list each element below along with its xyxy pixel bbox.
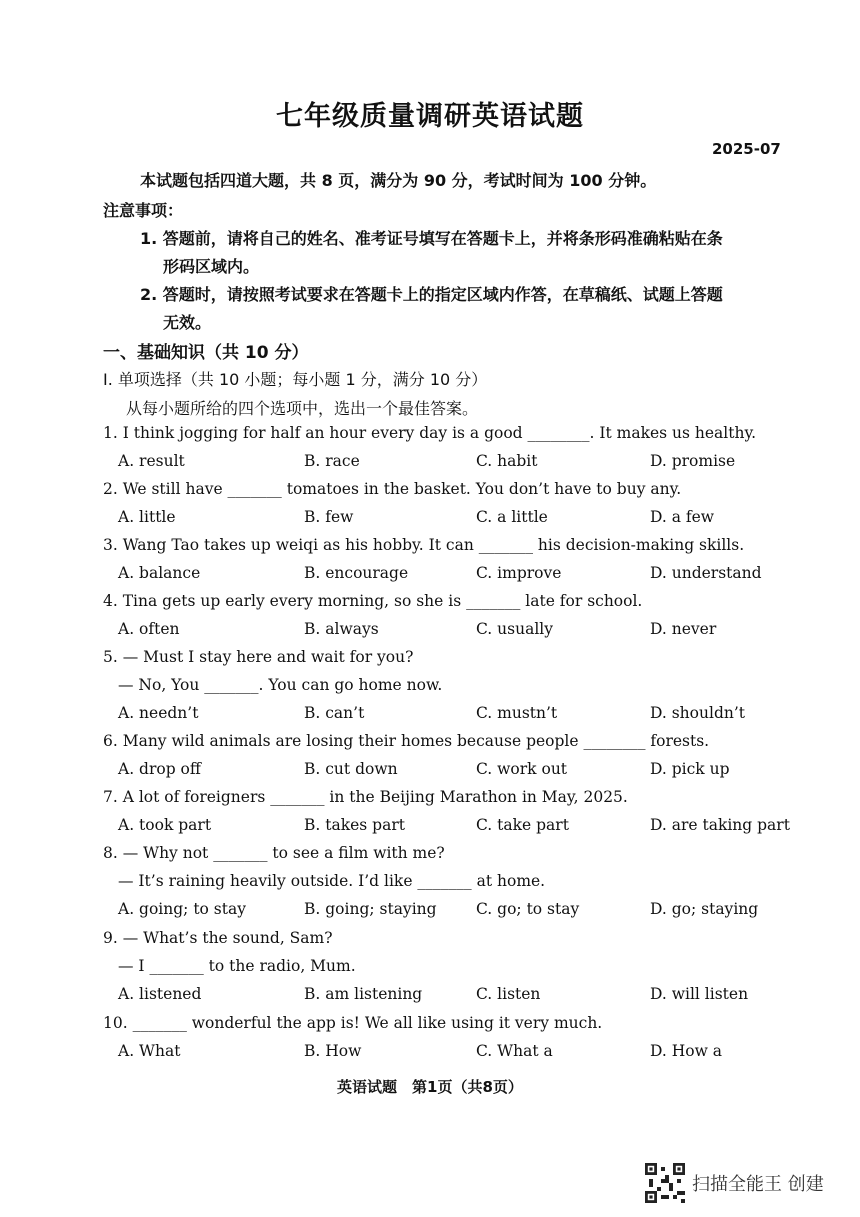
option-7d: D. are taking part <box>650 816 790 834</box>
question-9: 9. — What’s the sound, Sam? <box>103 929 333 947</box>
option-9d: D. will listen <box>650 985 749 1003</box>
option-7c: C. take part <box>476 816 569 834</box>
notice-2-line2: 无效。 <box>163 313 212 332</box>
option-1c: C. habit <box>476 452 538 470</box>
option-4b: B. always <box>304 620 379 638</box>
question-6: 6. Many wild animals are losing their homes because people ________ forests. <box>103 732 710 750</box>
option-2d: D. a few <box>650 508 715 526</box>
intro-text: 本试题包括四道大题，共 8 页，满分为 90 分，考试时间为 100 分钟。 <box>140 171 657 190</box>
option-2a: A. little <box>118 508 176 526</box>
qr-code-icon <box>645 1163 685 1203</box>
question-8-reply: — It’s raining heavily outside. I’d like _______ at home. <box>118 872 546 890</box>
option-10a: A. What <box>118 1042 181 1060</box>
page-title: 七年级质量调研英语试题 <box>276 101 584 132</box>
option-8a: A. going; to stay <box>118 900 246 918</box>
option-2b: B. few <box>304 508 354 526</box>
option-5b: B. can’t <box>304 704 365 722</box>
part-heading: Ⅰ. 单项选择（共 10 小题；每小题 1 分，满分 10 分） <box>103 370 488 389</box>
option-6c: C. work out <box>476 760 568 778</box>
option-10d: D. How a <box>650 1042 723 1060</box>
option-9b: B. am listening <box>304 985 423 1003</box>
option-5c: C. mustn’t <box>476 704 558 722</box>
question-2: 2. We still have _______ tomatoes in the basket. You don’t have to buy any. <box>103 480 682 498</box>
section-heading: 一、基础知识（共 10 分） <box>103 343 309 363</box>
page-footer: 英语试题 第1页（共8页） <box>337 1078 523 1096</box>
option-2c: C. a little <box>476 508 548 526</box>
question-5-reply: — No, You _______. You can go home now. <box>118 676 443 694</box>
option-1b: B. race <box>304 452 360 470</box>
option-3d: D. understand <box>650 564 762 582</box>
option-6b: B. cut down <box>304 760 398 778</box>
question-10: 10. _______ wonderful the app is! We all like using it very much. <box>103 1014 603 1032</box>
question-8: 8. — Why not _______ to see a film with me? <box>103 844 445 862</box>
option-3a: A. balance <box>118 564 201 582</box>
option-9c: C. listen <box>476 985 541 1003</box>
option-5a: A. needn’t <box>118 704 199 722</box>
question-7: 7. A lot of foreigners _______ in the Beijing Marathon in May, 2025. <box>103 788 628 806</box>
option-1a: A. result <box>118 452 185 470</box>
question-3: 3. Wang Tao takes up weiqi as his hobby. It can _______ his decision-making skills. <box>103 536 745 554</box>
question-5: 5. — Must I stay here and wait for you? <box>103 648 414 666</box>
option-8d: D. go; staying <box>650 900 759 918</box>
option-4a: A. often <box>118 620 180 638</box>
option-8c: C. go; to stay <box>476 900 580 918</box>
option-8b: B. going; staying <box>304 900 437 918</box>
option-10c: C. What a <box>476 1042 553 1060</box>
option-9a: A. listened <box>118 985 202 1003</box>
instruction: 从每小题所给的四个选项中，选出一个最佳答案。 <box>126 399 479 418</box>
exam-date: 2025-07 <box>712 140 781 158</box>
option-4c: C. usually <box>476 620 553 638</box>
question-9-reply: — I _______ to the radio, Mum. <box>118 957 356 975</box>
option-3c: C. improve <box>476 564 562 582</box>
option-5d: D. shouldn’t <box>650 704 745 722</box>
option-6a: A. drop off <box>118 760 201 778</box>
scanner-watermark: 扫描全能王 创建 <box>692 1174 824 1195</box>
notice-1-line2: 形码区域内。 <box>163 257 260 276</box>
option-4d: D. never <box>650 620 717 638</box>
notice-2-line1: 2. 答题时，请按照考试要求在答题卡上的指定区域内作答，在草稿纸、试题上答题 <box>140 285 723 304</box>
notice-1-line1: 1. 答题前，请将自己的姓名、准考证号填写在答题卡上，并将条形码准确粘贴在条 <box>140 229 723 248</box>
option-7a: A. took part <box>118 816 212 834</box>
notice-heading: 注意事项： <box>103 201 184 220</box>
question-1: 1. I think jogging for half an hour every day is a good ________. It makes us healthy. <box>103 424 757 442</box>
question-4: 4. Tina gets up early every morning, so she is _______ late for school. <box>103 592 643 610</box>
option-10b: B. How <box>304 1042 362 1060</box>
option-1d: D. promise <box>650 452 736 470</box>
option-7b: B. takes part <box>304 816 405 834</box>
option-6d: D. pick up <box>650 760 730 778</box>
option-3b: B. encourage <box>304 564 409 582</box>
